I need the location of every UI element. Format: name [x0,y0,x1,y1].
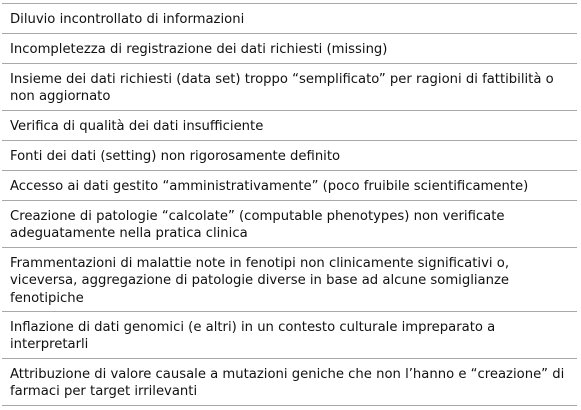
row-text: Frammentazioni di malattie note in fenotipi non clinicamente significativi o, viceversa, aggregazione di patologie diverse in base ad alcune somiglianze fenotipiche [10,256,510,306]
row-text: Attribuzione di valore causale a mutazioni geniche che non l’hanno e “creazione” di farmaci per target irrilevanti [10,367,565,400]
table-row [2,312,577,359]
row-text: Fonti dei dati (setting) non rigorosamente definito [10,149,341,164]
table-row [2,111,577,141]
table-row [2,359,577,406]
table-row [2,201,577,248]
issues-table [2,3,577,406]
row-text: Insieme dei dati richiesti (data set) troppo “semplificato” per ragioni di fattibilità o non aggiornato [10,72,554,105]
table-row [2,4,577,34]
table-row [2,34,577,64]
row-text: Verifica di qualità dei dati insufficiente [10,119,264,134]
row-text: Inflazione di dati genomici (e altri) in un contesto culturale impreparato a interpretarli [10,320,496,353]
table-row [2,171,577,201]
row-text: Accesso ai dati gestito “amministrativamente” (poco fruibile scientificamente) [10,179,529,194]
table-row [2,64,577,111]
table-row [2,141,577,171]
row-text: Creazione di patologie “calcolate” (computable phenotypes) non verificate adeguatamente nella pratica clinica [10,209,505,242]
row-text: Diluvio incontrollato di informazioni [10,12,245,27]
row-text: Incompletezza di registrazione dei dati richiesti (missing) [10,42,388,57]
table-row [2,248,577,312]
